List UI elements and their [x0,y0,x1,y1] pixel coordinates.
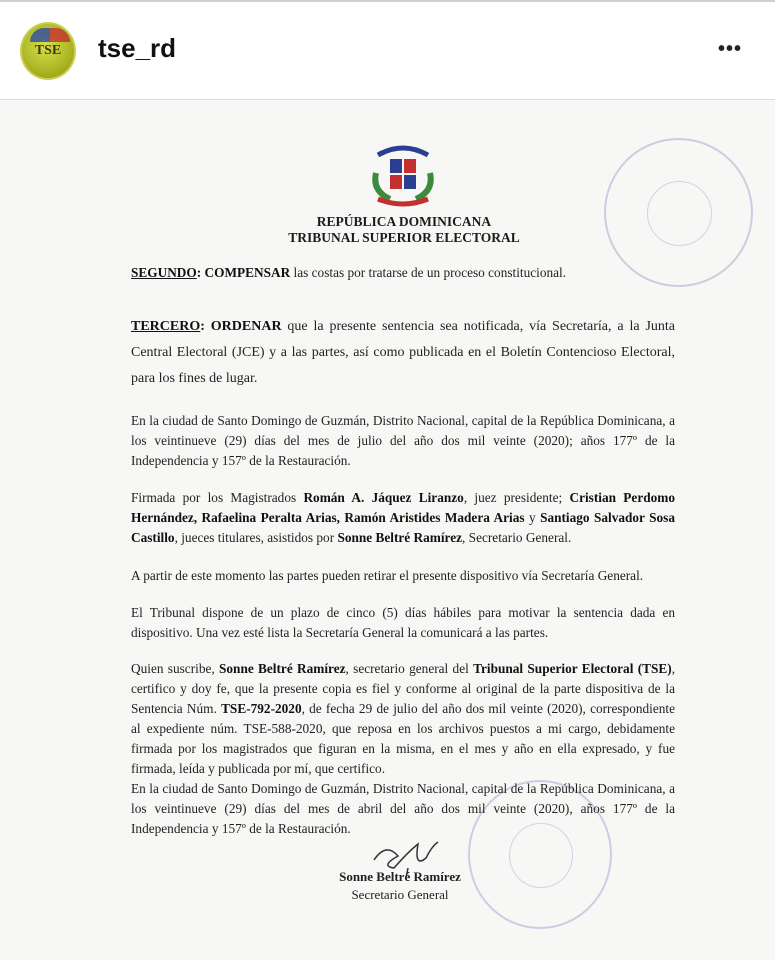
text-segment: COMPENSAR [204,265,291,280]
coat-of-arms-icon [370,143,436,207]
document-header-country: REPÚBLICA DOMINICANA [316,214,492,229]
text-segment: Román A. Jáquez Liranzo [303,490,464,505]
avatar-label: TSE [34,43,62,58]
text-segment: : [196,265,205,280]
text-segment: A partir de este momento las partes pueden retirar el presente dispositivo vía Secretaría General. [131,568,644,583]
text-segment: , de fecha 29 de julio del año dos mil veinte (2020), correspondiente al expediente núm. TSE-588-2020, que reposa en los archivos puestos a mi cargo, debidamente firmada por los magistrados que figuran en la misma, en el mes y año en ella expresado, y fue firmada, leída y publicada por mí, que certifico. [131,701,675,776]
text-segment: Sonne Beltré Ramírez [219,661,346,676]
closing-date-paragraph [131,779,675,839]
text-segment: , juez presidente; [463,490,570,505]
text-segment: Quien suscribe, [131,661,219,676]
text-segment: : [200,319,211,334]
text-segment: Tribunal Superior Electoral (TSE) [473,661,672,676]
text-segment: SEGUNDO [131,265,197,280]
text-segment: , jueces titulares, asistidos por [174,530,338,545]
text-segment: En la ciudad de Santo Domingo de Guzmán, Distrito Nacional, capital de la República Dominicana, a los veintinueve (29) días del mes de julio del año dos mil veinte (2020); años 177º de la Independencia y 157º de la Restauración. [131,413,675,468]
withdraw-paragraph [131,566,675,586]
text-segment: Firmada por los Magistrados [131,490,304,505]
text-segment: , secretario general del [345,661,474,676]
date-paragraph [131,411,675,471]
text-segment: Santiago Salvador Sosa Castillo [131,510,676,545]
text-segment: , Secretario General. [462,530,572,545]
signatories-paragraph [131,488,675,548]
text-segment: Cristian Perdomo Hernández, Rafaelina Peralta Arias, Ramón Aristides Madera Arias [131,490,676,525]
username-link[interactable]: tse_rd [98,33,177,63]
certification-paragraph [131,659,675,779]
text-segment: , certifico y doy fe, que la presente copia es fiel y conforme al original de la parte dispositiva de la Sentencia Núm. [131,661,676,716]
text-segment: ORDENAR [210,319,282,334]
segundo-paragraph [131,263,675,283]
flag-icon [30,28,70,42]
tercero-paragraph [131,314,675,392]
text-segment: y [524,510,541,525]
document-header-tribunal: TRIBUNAL SUPERIOR ELECTORAL [288,230,520,245]
signer-name: Sonne Beltré Ramírez [339,869,461,884]
text-segment: TSE-792-2020 [221,701,302,716]
post-header [0,2,775,100]
signer-title: Secretario General [351,887,449,902]
deadline-paragraph [131,603,675,643]
text-segment: Sonne Beltré Ramírez [337,530,463,545]
text-segment: las costas por tratarse de un proceso constitucional. [290,265,567,280]
text-segment: TERCERO [131,319,201,334]
avatar[interactable] [20,22,76,80]
signature-block [300,868,500,904]
text-segment: que la presente sentencia sea notificada, vía Secretaría, a la Junta Central Electoral (JCE) y a las partes, así como publicada en el Boletín Contencioso Electoral, para los fines de lugar. [131,319,675,386]
text-segment: En la ciudad de Santo Domingo de Guzmán, Distrito Nacional, capital de la República Dominicana, a los veintinueve (29) días del mes de abril del año dos mil veinte (2020), años 177º de la Independencia y 157º de la Restauración. [131,781,675,836]
more-options-icon[interactable]: ••• [718,38,743,60]
text-segment: El Tribunal dispone de un plazo de cinco (5) días hábiles para motivar la sentencia dada en dispositivo. Una vez esté lista la Secretaría General la comunicará a las partes. [131,605,675,640]
